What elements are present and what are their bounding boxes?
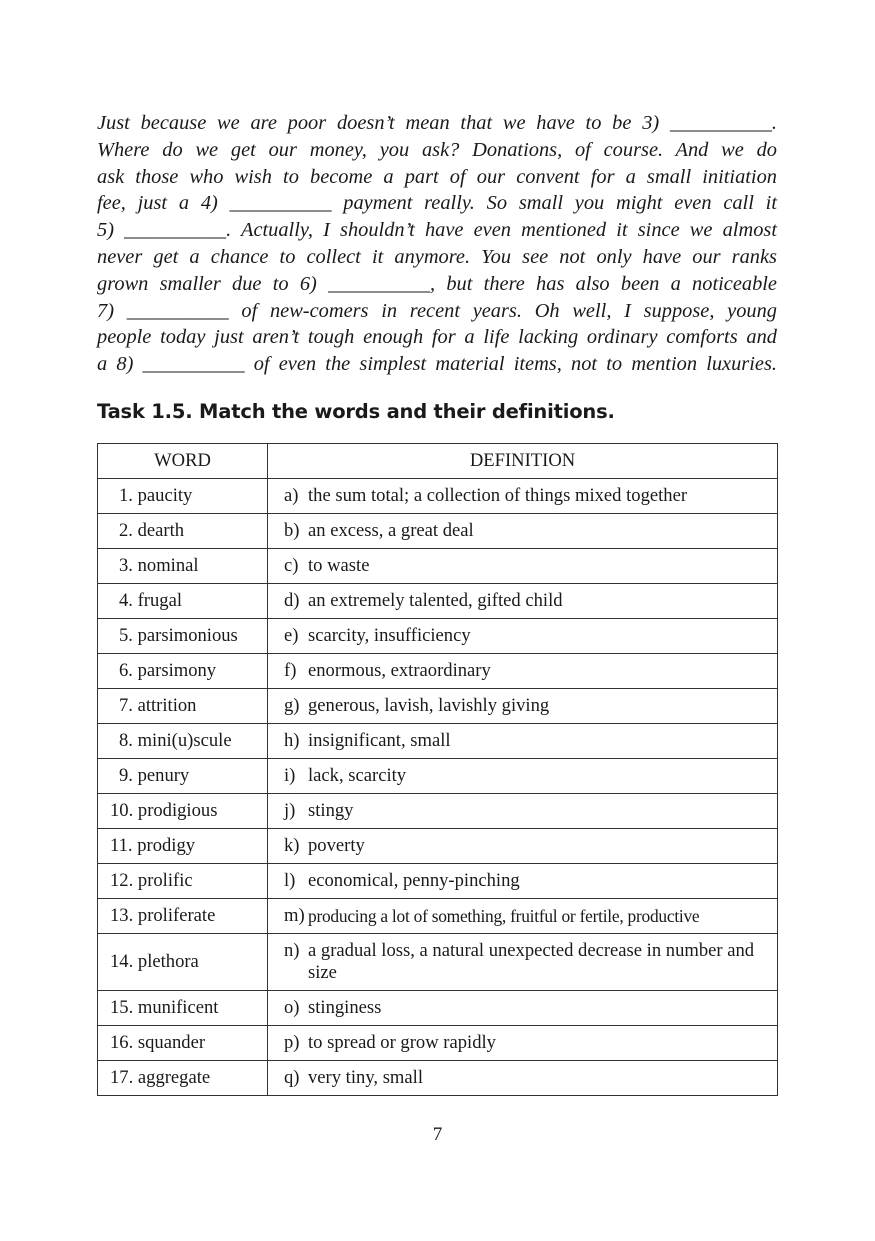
definition-letter: j) [284,800,296,821]
table-row [98,934,778,991]
table-row [98,654,778,689]
passage-line: 5) __________. Actually, I shouldn’t have even mentioned it since we almost [97,219,777,242]
table-row [98,1026,778,1061]
definition-letter: m) [284,905,305,926]
table-row [98,864,778,899]
table-row [98,759,778,794]
word-cell: 1. paucity [98,479,268,514]
word-cell: 5. parsimonious [98,619,268,654]
definition-letter: b) [284,520,300,541]
definition-letter: a) [284,485,299,506]
definition-text: generous, lavish, lavishly giving [308,695,550,716]
definition-letter: h) [284,730,300,751]
word-cell: 15. munificent [98,991,268,1026]
definition-text: an excess, a great deal [308,520,474,541]
definition-text: an extremely talented, gifted child [308,590,563,611]
word-cell: 9. penury [98,759,268,794]
table-row [98,829,778,864]
table-row [98,549,778,584]
definition-letter: g) [284,695,300,716]
table-row [98,991,778,1026]
table-row [98,794,778,829]
definition-letter: p) [284,1032,300,1053]
word-cell: 2. dearth [98,514,268,549]
passage-line: 7) __________ of new-comers in recent years. Oh well, I suppose, young [97,299,777,322]
table-row [98,1061,778,1096]
table-row [98,479,778,514]
table-row [98,899,778,934]
definition-letter: o) [284,997,300,1018]
definition-cell [268,829,778,864]
matching-table [97,443,778,1096]
definition-letter: d) [284,590,300,611]
page-number: 7 [432,1124,443,1145]
passage-line: Just because we are poor doesn’t mean that we have to be 3) __________. [97,112,777,134]
definition-cell [268,759,778,794]
definition-text: to spread or grow rapidly [308,1032,496,1053]
word-cell: 3. nominal [98,549,268,584]
definition-text: poverty [308,835,365,856]
definition-text: very tiny, small [308,1067,423,1088]
definition-cell [268,794,778,829]
definition-letter: k) [284,835,300,856]
passage-line: grown smaller due to 6) __________, but there has also been a noticeable [97,272,777,295]
definition-text: the sum total; a collection of things mixed together [308,485,688,506]
definition-cell [268,899,778,934]
word-column-header: WORD [98,444,268,479]
definition-cell [268,864,778,899]
definition-text: economical, penny-pinching [308,870,520,891]
definition-letter: f) [284,660,297,681]
table-row [98,619,778,654]
task-title: Task 1.5. Match the words and their definitions. [97,400,615,423]
definition-cell [268,934,778,991]
word-cell: 10. prodigious [98,794,268,829]
passage-line: ask those who wish to become a part of our convent for a small initiation [97,165,777,188]
word-cell: 8. mini(u)scule [98,724,268,759]
table-header-row [98,444,778,479]
passage-line: never get a chance to collect it anymore. You see not only have our ranks [97,245,777,268]
definition-text: enormous, extraordinary [308,660,491,681]
definition-text: producing a lot of something, fruitful or fertile, productive [308,906,700,926]
word-cell: 11. prodigy [98,829,268,864]
definition-text: insignificant, small [308,730,451,751]
definition-cell [268,549,778,584]
definition-text: a gradual loss, a natural unexpected decrease in number and size [308,940,755,983]
definition-text: stinginess [308,997,382,1018]
word-cell: 16. squander [98,1026,268,1061]
table-row [98,724,778,759]
definition-text: lack, scarcity [308,765,407,786]
definition-cell [268,689,778,724]
passage-text [97,110,777,378]
definition-cell [268,1061,778,1096]
passage-line: people today just aren’t tough enough for a life lacking ordinary comforts and [97,326,777,349]
definition-cell [268,1026,778,1061]
word-cell: 17. aggregate [98,1061,268,1096]
definition-cell [268,479,778,514]
table-row [98,514,778,549]
definition-cell [268,724,778,759]
table-row [98,689,778,724]
definition-text: scarcity, insufficiency [308,625,471,646]
word-cell: 14. plethora [98,934,268,991]
definition-cell [268,619,778,654]
definition-cell [268,514,778,549]
definition-letter: i) [284,765,296,786]
word-cell: 12. prolific [98,864,268,899]
definition-letter: e) [284,625,299,646]
table-row [98,584,778,619]
passage-line: Where do we get our money, you ask? Donations, of course. And we do [97,138,777,161]
word-cell: 6. parsimony [98,654,268,689]
definition-column-header: DEFINITION [268,444,778,479]
definition-text: to waste [308,555,370,576]
definition-letter: c) [284,555,299,576]
definition-cell [268,654,778,689]
word-cell: 7. attrition [98,689,268,724]
passage-line: fee, just a 4) __________ payment really. So small you might even call it [97,192,777,215]
definition-letter: l) [284,870,296,891]
word-cell: 13. proliferate [98,899,268,934]
word-cell: 4. frugal [98,584,268,619]
definition-letter: q) [284,1067,300,1088]
definition-text: stingy [308,800,354,821]
definition-cell [268,991,778,1026]
definition-letter: n) [284,940,300,961]
definition-cell [268,584,778,619]
passage-line: a 8) __________ of even the simplest material items, not to mention luxuries. [97,353,777,376]
